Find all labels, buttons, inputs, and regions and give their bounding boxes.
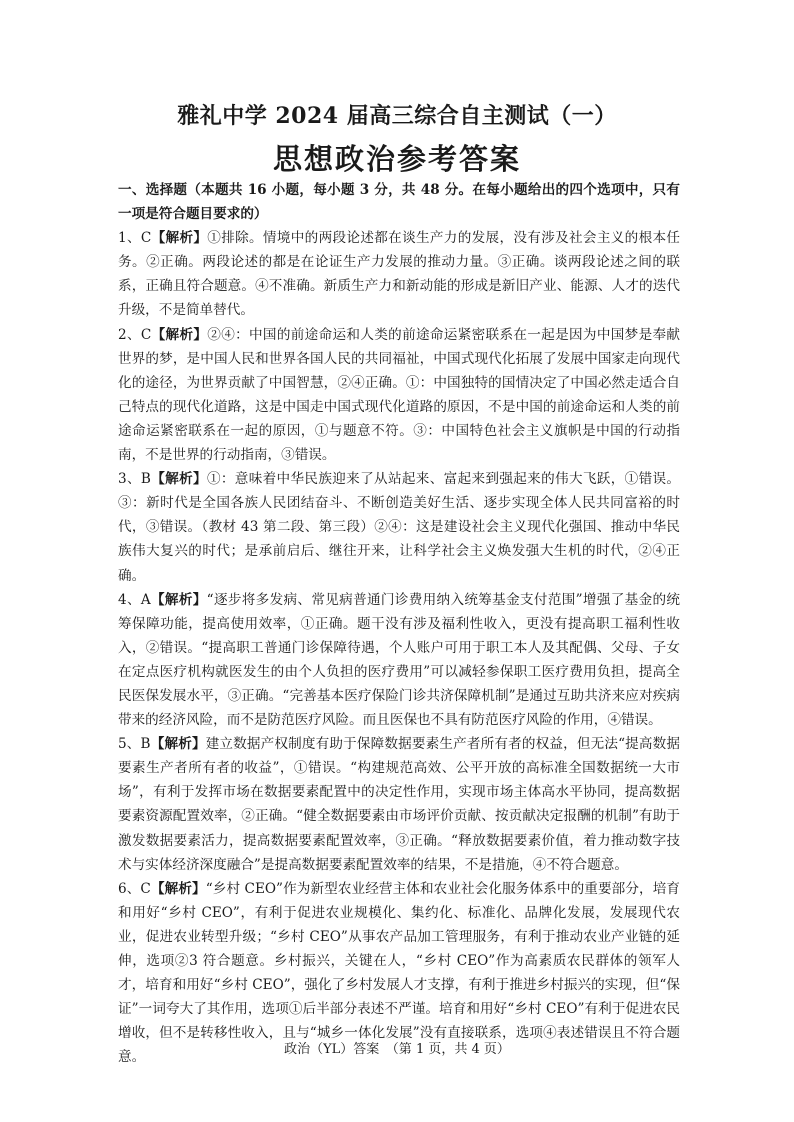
answer-item-3 [118, 467, 680, 587]
section-heading: 一、选择题（本题共 16 小题，每小题 3 分，共 48 分。在每小题给出的四个选项中，只有一项是符合题目要求的） [118, 182, 680, 223]
answer-number: 5、B [118, 736, 151, 753]
exam-title: 雅礼中学 2024 届高三综合自主测试（一） [177, 103, 617, 129]
answer-number: 1、C [118, 230, 152, 247]
analysis-tag: 【解析】 [150, 736, 206, 753]
answer-text: “逐步将多发病、常见病普通门诊费用纳入统筹基金支付范围”增强了基金的统筹保障功能，提高使用效率，①正确。题干没有涉及福利性收入，更没有提高职工福利性收入，②错误。“提高职工普通门诊保障待遇，个人账户可用于职工本人及其配偶、父母、子女在定点医疗机构就医发生的由个人负担的医疗费用”可以减轻参保职工医疗费用负担，提高全民医保发展水平，③正确。“完善基本医疗保险门诊共济保障机制”是通过互助共济来应对疾病带来的经济风险，而不是防范医疗风险。而且医保也不具有防范医疗风险的作用，④错误。 [118, 591, 680, 729]
analysis-tag: 【解析】 [150, 591, 207, 608]
analysis-tag: 【解析】 [151, 230, 208, 247]
answer-text: ②④：中国的前途命运和人类的前途命运紧密联系在一起是因为中国梦是奉献世界的梦，是中国人民和世界各国人民的共同福祉，中国式现代化拓展了发展中国家走向现代化的途径，为世界贡献了中国智慧，②④正确。①：中国独特的国情决定了中国必然走适合自己特点的现代化道路，这是中国走中国式现代化道路的原因，不是中国的前途命运和人类的前途命运紧密联系在一起的原因，①与题意不符。③：中国特色社会主义旗帜是中国的行动指南，不是世界的行动指南，③错误。 [118, 326, 681, 464]
answer-key-title: 思想政治参考答案 [272, 142, 521, 176]
answer-number: 4、A [118, 591, 151, 608]
page-footer: 政治（YL）答案 （第 1 页，共 4 页） [284, 1042, 510, 1057]
answer-item-2 [118, 323, 680, 468]
answer-text: “乡村 CEO”作为新型农业经营主体和农业社会化服务体系中的重要部分，培育和用好“乡村 CEO”，有利于促进农业规模化、集约化、标准化、品牌化发展，发展现代农业，促进农业转型升级；“乡村 CEO”从事农产品加工管理服务，有利于推动农业产业链的延伸，选项②3 符合题意。乡村振兴，关键在人，“乡村 CEO”作为高素质农民群体的领军人才，培育和用好“乡村 CEO”，强化了乡村发展人才支撑，有利于推进乡村振兴的实现，但“保证”一词夸大了其作用，选项①后半部分表述不严谨。培育和用好“乡村 CEO”有利于促进农民增收，但不是转移性收入，且与“城乡一体化发展”没有直接联系，选项④表述错误且不符合题意。 [118, 880, 680, 1066]
answer-number: 6、C [118, 880, 151, 897]
answer-item-4 [118, 588, 680, 733]
answer-text: ①：意味着中华民族迎来了从站起来、富起来到强起来的伟大飞跃，①错误。③：新时代是全国各族人民团结奋斗、不断创造美好生活、逐步实现全体人民共同富裕的时代，③错误。（教材 43 第二段、第三段）②④：这是建设社会主义现代化强国、推动中华民族伟大复兴的时代；是承前启后、继往开来，让科学社会主义焕发强大生机的时代，②④正确。 [118, 471, 681, 584]
answer-number: 3、B [118, 471, 151, 488]
analysis-tag: 【解析】 [150, 471, 207, 488]
analysis-tag: 【解析】 [151, 326, 208, 343]
answer-number: 2、C [118, 326, 152, 343]
answer-text: ①排除。情境中的两段论述都在谈生产力的发展，没有涉及社会主义的根本任务。②正确。两段论述的都是在论证生产力发展的推动力量。③正确。谈两段论述之间的联系，正确且符合题意。④不准确。新质生产力和新动能的形成是新旧产业、能源、人才的迭代升级，不是简单替代。 [118, 230, 681, 319]
answer-content [118, 178, 680, 1069]
answer-item-5 [118, 732, 680, 877]
analysis-tag: 【解析】 [150, 880, 206, 897]
answer-item-1 [118, 226, 680, 322]
answer-text: 建立数据产权制度有助于保障数据要素生产者所有者的权益，但无法“提高数据要素生产者所有者的收益”，①错误。“构建规范高效、公平开放的高标准全国数据统一大市场”，有利于发挥市场在数据要素配置中的决定性作用，实现市场主体高水平协同，提高数据要素资源配置效率，②正确。“健全数据要素由市场评价贡献、按贡献决定报酬的机制”有助于激发数据要素活力，提高数据要素配置效率，③正确。“释放数据要素价值，着力推动数字技术与实体经济深度融合”是提高数据要素配置效率的结果，不是措施，④不符合题意。 [118, 736, 681, 873]
